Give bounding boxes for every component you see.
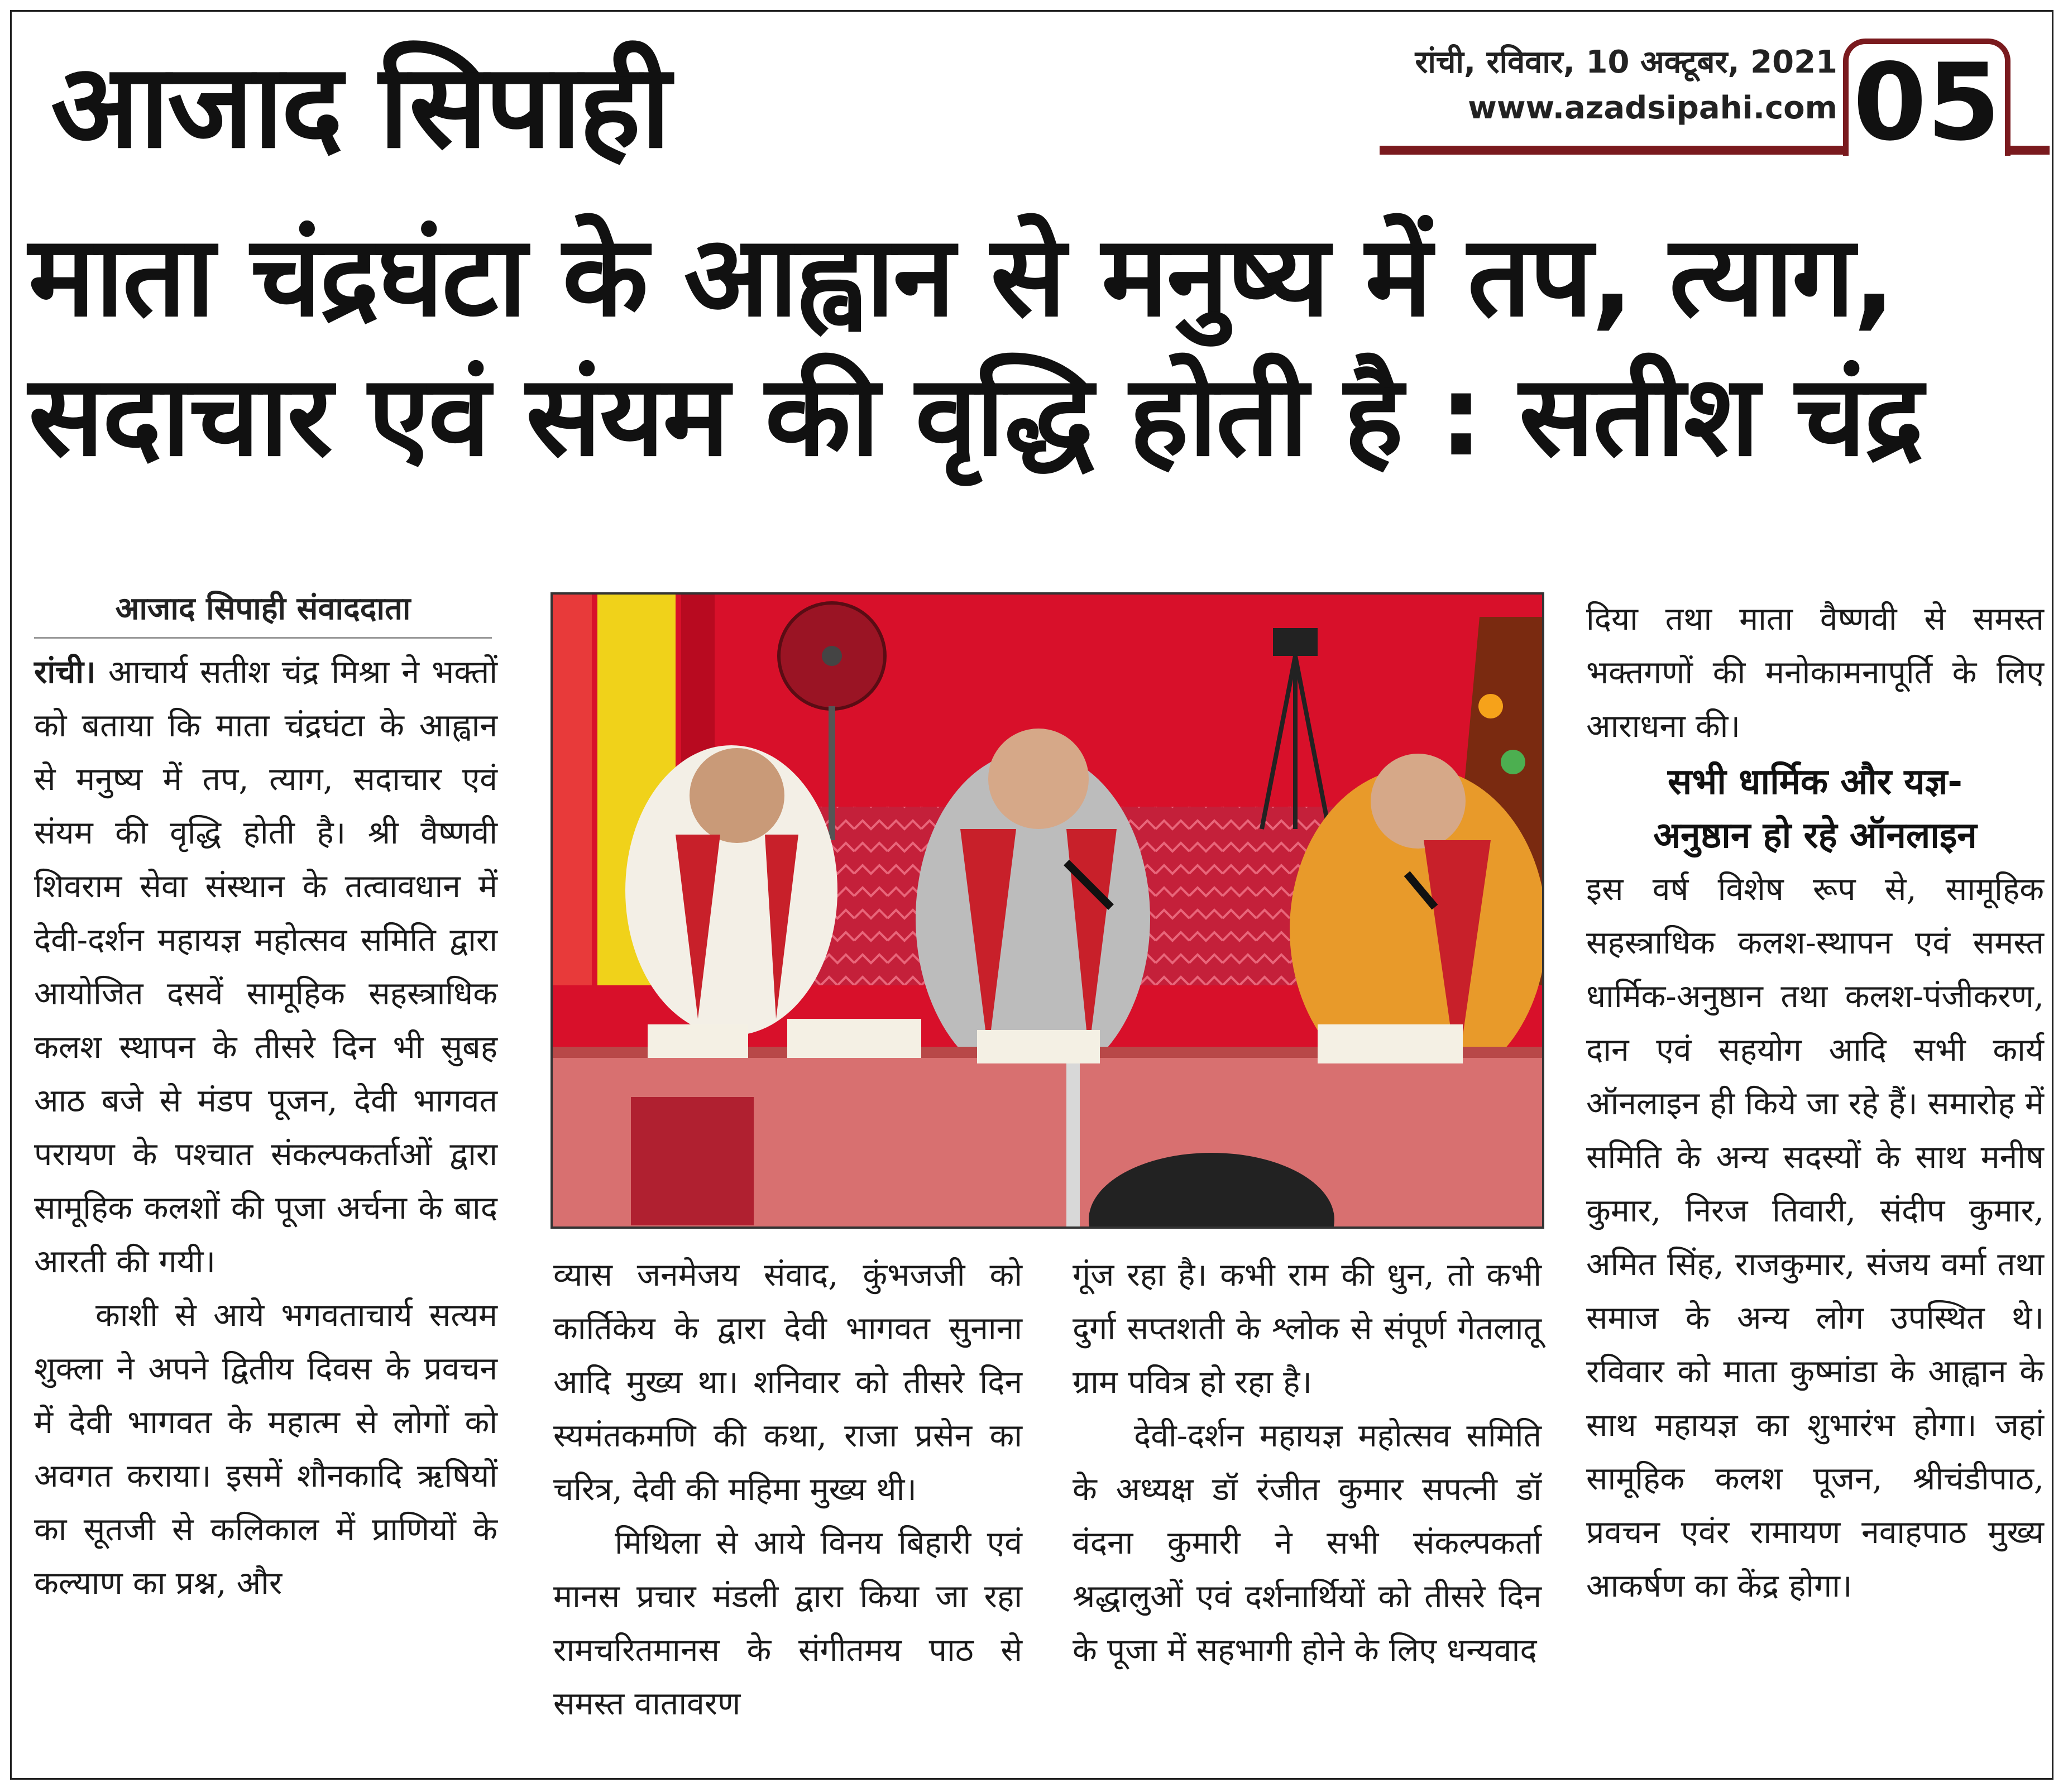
byline: आजाद सिपाही संवाददाता: [34, 581, 492, 639]
paragraph: गूंज रहा है। कभी राम की धुन, तो कभी दुर्गा सप्तशती के श्लोक से संपूर्ण गेतलातू ग्राम पवित्र हो रहा है।: [1073, 1257, 1542, 1401]
book: [787, 1019, 921, 1058]
paragraph: मिथिला से आये विनय बिहारी एवं मानस प्रचार मंडली द्वारा किया जा रहा रामचरितमानस के संगीतमय पाठ से समस्त वातावरण: [553, 1525, 1022, 1722]
paragraph: देवी-दर्शन महायज्ञ महोत्सव समिति के अध्यक्ष डॉ रंजीत कुमार सपत्नी डॉ वंदना कुमारी ने सभी संकल्पकर्ता श्रद्धालुओं एवं दर्शनार्थियों को तीसरे दिन के पूजा में सहभागी होने के लिए धन्यवाद: [1073, 1417, 1542, 1669]
headline: [28, 207, 2038, 486]
book: [977, 1030, 1100, 1063]
paragraph-text: आचार्य सतीश चंद्र मिश्रा ने भक्तों को बताया कि माता चंद्रघंटा के आह्वान से मनुष्य में तप, त्याग, सदाचार एवं संयम की वृद्धि होती है। श्री वैष्णवी शिवराम सेवा संस्थान के तत्वावधान में देवी-दर्शन महायज्ञ महोत्सव समिति द्वारा आयोजित दसवें सामूहिक सहस्त्राधिक कलश स्थापन के तीसरे दिन भी सुबह आठ बजे से मंडप पूजन, देवी भागवत परायण के पश्चात संकल्पकर्ताओं द्वारा सामूहिक कलशों की पूजा अर्चना के बाद आरती की गयी।: [34, 654, 497, 1280]
paragraph: इस वर्ष विशेष रूप से, सामूहिक सहस्त्राधिक कलश-स्थापन एवं समस्त धार्मिक-अनुष्ठान तथा कलश-पंजीकरण, दान एवं सहयोग आदि सभी कार्य ऑनलाइन ही किये जा रहे हैं। समारोह में समिति के अन्य सदस्यों के साथ मनीष कुमार, निरज तिवारी, संदीप कुमार, अमित सिंह, राजकुमार, संजय वर्मा तथा समाज के अन्य लोग उपस्थित थे। रविवार को माता कुष्मांडा के आह्वान के साथ महायज्ञ का शुभारंभ होगा। जहां सामूहिक कलश पूजन, श्रीचंडीपाठ, प्रवचन एवंर रामायण नवाहपाठ मुख्य आकर्षण का केंद्र होगा।: [1586, 871, 2044, 1604]
subheading: [1586, 755, 2044, 863]
paragraph: व्यास जनमेजय संवाद, कुंभजजी को कार्तिकेय के द्वारा देवी भागवत सुनाना आदि मुख्य था। शनिवार को तीसरे दिन स्यमंतकमणि की कथा, राजा प्रसेन का चरित्र, देवी की महिमा मुख्य थी।: [553, 1257, 1022, 1508]
paragraph: दिया तथा माता वैष्णवी से समस्त भक्तगणों की मनोकामनापूर्ति के लिए आराधना की।: [1586, 601, 2044, 745]
masthead-title: आजाद सिपाही: [51, 39, 669, 174]
dateline-place: रांची।: [34, 653, 96, 691]
website-link[interactable]: www.azadsipahi.com: [1468, 90, 1837, 126]
paragraph: काशी से आये भगवताचार्य सत्यम शुक्ला ने अपने द्वितीय दिवस के प्रवचन में देवी भागवत के महात्म से लोगों को अवगत कराया। इसमें शौनकादि ऋषियों का सूतजी से कलिकाल में प्राणियों के कल्याण का प्रश्न, और: [34, 1297, 497, 1602]
book: [648, 1024, 748, 1058]
headline-line-2: सदाचार एवं संयम की वृद्धि होती है : सतीश चंद्र: [28, 351, 1922, 481]
headline-line-1: माता चंद्रघंटा के आह्वान से मनुष्य में तप, त्याग,: [28, 212, 1894, 342]
paragraph: [34, 645, 497, 1288]
dateline: रांची, रविवार, 10 अक्टूबर, 2021: [1415, 44, 1837, 80]
priest-left: [625, 745, 837, 1036]
book: [1318, 1024, 1463, 1063]
prayer-book: [631, 1097, 754, 1225]
subheading-line-2: अनुष्ठान हो रहे ऑनलाइन: [1653, 815, 1977, 856]
side-drape: [553, 595, 592, 985]
newspaper-page: [10, 10, 2053, 1780]
article-photo: [550, 592, 1544, 1229]
article-column-2: [553, 1248, 1022, 1731]
page-header: [1380, 34, 2050, 162]
article-column-4: [1586, 592, 2044, 1613]
photo-image: [553, 595, 1542, 1226]
article-column-3: [1073, 1248, 1542, 1677]
page-number: 05: [1843, 39, 2010, 156]
mic-stand: [1066, 1063, 1080, 1226]
subheading-line-1: सभी धार्मिक और यज्ञ-: [1668, 761, 1962, 803]
article-column-1: [34, 645, 497, 1610]
